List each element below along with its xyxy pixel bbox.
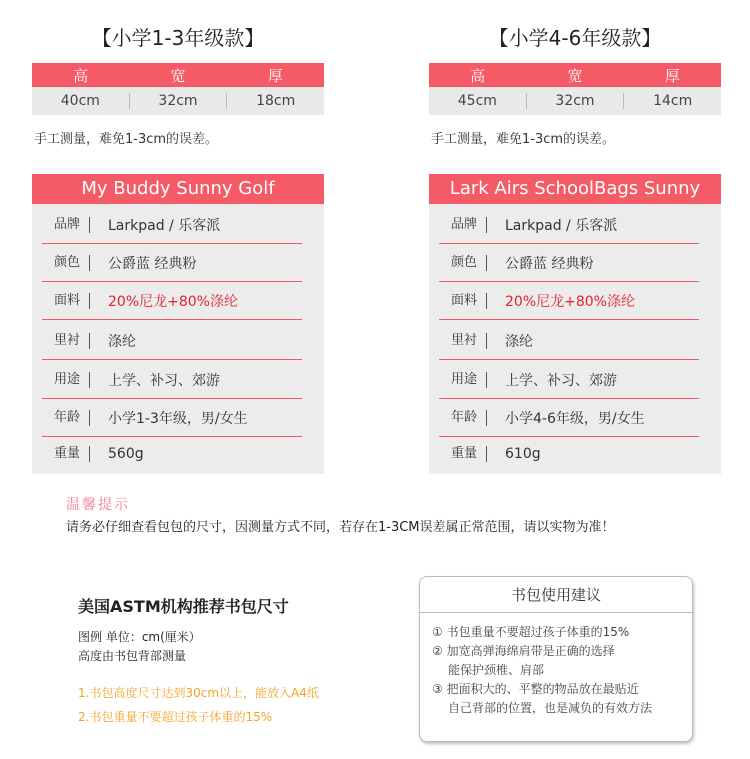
left-size-table: [32, 63, 324, 115]
advice-body: [420, 613, 692, 718]
tips-text: 请务必仔细查看包包的尺寸，因测量方式不同，若存在1-3CM误差属正常范围，请以实物为准！: [66, 520, 615, 535]
left-size-values: [32, 87, 324, 115]
color-row: [42, 244, 302, 282]
measure-text: 高度由书包背部测量: [78, 649, 187, 663]
row-label: 面料: [42, 293, 90, 309]
right-size-values: [429, 87, 721, 115]
left-card-title: My Buddy Sunny Golf: [32, 174, 324, 204]
row-value: 560g: [108, 446, 144, 462]
row-label: 用途: [42, 372, 90, 388]
width-header: 宽: [567, 66, 583, 85]
row-label: 颜色: [439, 255, 487, 271]
row-value: 20%尼龙+80%涤纶: [108, 293, 238, 310]
row-label: 面料: [439, 293, 487, 309]
height-header: 高: [470, 66, 486, 85]
row-value: 上学、补习、郊游: [505, 372, 617, 389]
fabric-row: [42, 282, 302, 320]
row-label: 用途: [439, 372, 487, 388]
left-product-card: [32, 174, 324, 474]
row-value: 公爵蓝 经典粉: [108, 255, 197, 272]
right-card-title: Lark Airs SchoolBags Sunny: [429, 174, 721, 204]
advice-item-1: ① 书包重量不要超过孩子体重的15%: [432, 625, 630, 639]
row-value: 公爵蓝 经典粉: [505, 255, 594, 272]
row-value: Larkpad / 乐客派: [108, 217, 221, 234]
advice-item-3: ③ 把面积大的、平整的物品放在最贴近: [432, 682, 639, 696]
depth-header: 厚: [664, 66, 680, 85]
color-row: [439, 244, 699, 282]
fabric-row: [439, 282, 699, 320]
astm-rule-2: 2.书包重量不要超过孩子体重的15%: [78, 710, 273, 724]
depth-value: 18cm: [256, 93, 296, 109]
astm-title: 美国ASTM机构推荐书包尺寸: [78, 597, 289, 616]
right-size-note: 手工测量，难免1-3cm的误差。: [431, 132, 616, 147]
advice-item-2-cont: 能保护颈椎、肩部: [448, 663, 545, 677]
row-label: 年龄: [439, 410, 487, 426]
height-header: 高: [73, 66, 89, 85]
height-value: 40cm: [32, 93, 130, 109]
advice-title: 书包使用建议: [420, 577, 692, 613]
right-size-table: [429, 63, 721, 115]
age-row: [42, 399, 302, 437]
weight-row: [42, 435, 302, 473]
row-label: 重量: [42, 446, 90, 462]
row-label: 重量: [439, 446, 487, 462]
height-value: 45cm: [429, 93, 527, 109]
row-value: Larkpad / 乐客派: [505, 217, 618, 234]
brand-row: [42, 206, 302, 244]
row-value: 涤纶: [505, 333, 533, 350]
advice-box: [419, 576, 693, 742]
row-value: 上学、补习、郊游: [108, 372, 220, 389]
right-size-title: 【小学4-6年级款】: [488, 26, 662, 50]
row-label: 品牌: [42, 217, 90, 233]
row-value: 小学4-6年级，男/女生: [505, 410, 645, 427]
width-header: 宽: [170, 66, 186, 85]
row-label: 里衬: [439, 333, 487, 349]
usage-row: [42, 361, 302, 399]
row-label: 里衬: [42, 333, 90, 349]
advice-item-2: ② 加宽高弹海绵肩带是正确的选择: [432, 644, 615, 658]
lining-row: [439, 322, 699, 360]
right-product-card: [429, 174, 721, 474]
age-row: [439, 399, 699, 437]
weight-row: [439, 435, 699, 473]
depth-value: 14cm: [653, 93, 693, 109]
left-size-note: 手工测量，难免1-3cm的误差。: [34, 132, 219, 147]
row-value: 20%尼龙+80%涤纶: [505, 293, 635, 310]
right-size-header: [429, 63, 721, 87]
row-label: 颜色: [42, 255, 90, 271]
width-value: 32cm: [527, 93, 625, 109]
row-value: 610g: [505, 446, 541, 462]
brand-row: [439, 206, 699, 244]
row-label: 品牌: [439, 217, 487, 233]
row-label: 年龄: [42, 410, 90, 426]
left-size-header: [32, 63, 324, 87]
legend-text: 图例 单位：cm(厘米）: [78, 630, 201, 644]
lining-row: [42, 322, 302, 360]
left-size-title: 【小学1-3年级款】: [91, 26, 265, 50]
astm-rule-1: 1.书包高度尺寸达到30cm以上，能放入A4纸: [78, 686, 319, 700]
advice-item-3-cont: 自己背部的位置，也是减负的有效方法: [448, 701, 653, 715]
depth-header: 厚: [267, 66, 283, 85]
width-value: 32cm: [130, 93, 228, 109]
tips-title: 温馨提示: [66, 497, 130, 513]
row-value: 涤纶: [108, 333, 136, 350]
usage-row: [439, 361, 699, 399]
row-value: 小学1-3年级，男/女生: [108, 410, 248, 427]
